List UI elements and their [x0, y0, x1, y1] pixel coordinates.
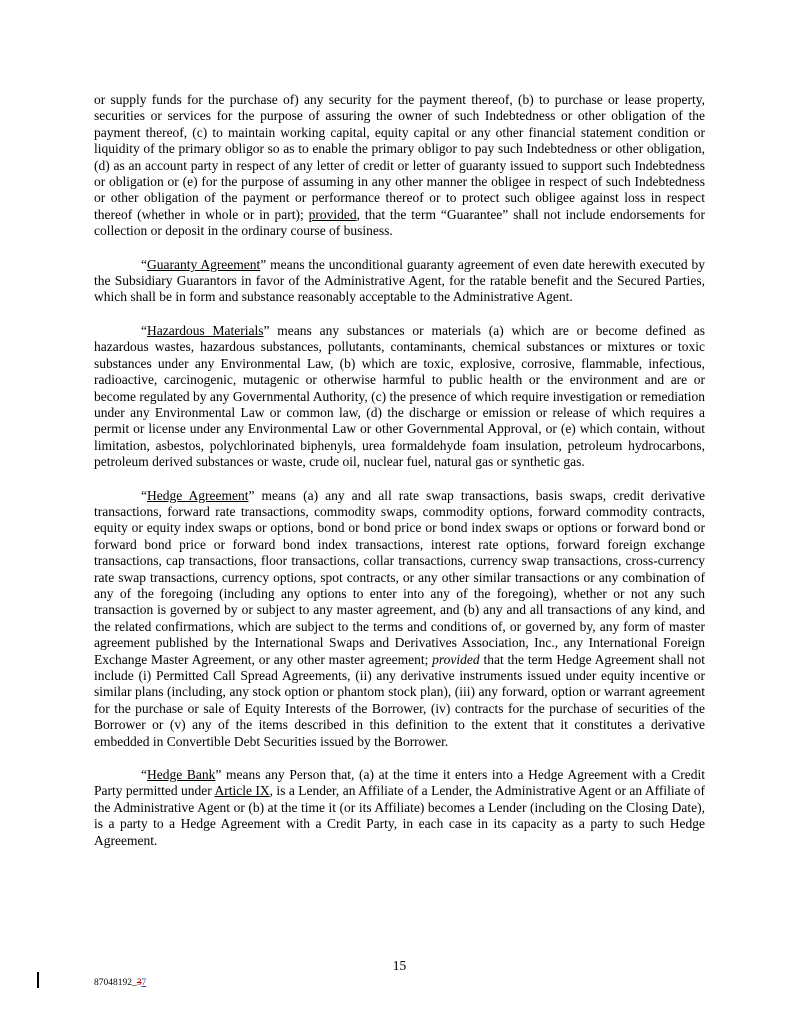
definition-text: ” means (a) any and all rate swap transactions, basis swaps, credit derivative transactions, forward rate transactions, commodity swaps, commodity options, forward commodity contracts, equity or equity index swaps or options, bond or bond price or bond index swaps or options or forward bond or forward bond price or forward bond index transactions, interest rate options, forward foreign exchange transactions, cap transactions, floor transactions, collar transactions, currency swap transactions, cross-currency rate swap transactions, currency options, spot contracts, or any other similar transactions or any combination of any of the foregoing (including any options to enter into any of the foregoing), whether or not any such transaction is governed by or subject to any master agreement, and (b) any and all transactions of any kind, and the related confirmations, which are subject to the terms and conditions of, or governed by, any form of master agreement published by the International Swaps and Derivatives Association, Inc., any International Foreign Exchange Master Agreement, or any other master agreement; [94, 487, 705, 667]
definition-text: ” means the unconditional guaranty agreement of even date herewith executed by the Subsidiary Guarantors in favor of the Administrative Agent, for the ratable benefit and the Secured Parties, which shall be in form and substance reasonably acceptable to the Administrative Agent. [94, 256, 705, 305]
defined-term: Hazardous Materials [147, 322, 264, 338]
defined-term: Guaranty Agreement [147, 256, 261, 272]
definition-text: ” means any Person that, (a) at the time it enters into a Hedge Agreement with a Credit Party permitted under [94, 767, 705, 799]
definition-text: that the term Hedge Agreement shall not include (i) Permitted Call Spread Agreements, (ii) any derivative instruments issued under equity incentive or similar plans (including, any stock option or phantom stock plan), (iii) any forward, option or warrant agreement for the purchase or sale of Equity Interests of the Borrower, (iv) contracts for the purchase of securities of the Borrower or (v) any of the items described in this definition to the extent that it constitutes a derivative embedded in Convertible Debt Securities issued by the Borrower. [94, 651, 705, 749]
inserted-version: 7 [141, 978, 147, 988]
definition-text: , is a Lender, an Affiliate of a Lender, the Administrative Agent or an Affiliate of the Administrative Agent or (b) at the time it (or its Affiliate) becomes a Lender (including on the Closing Date), is a party to a Hedge Agreement with a Credit Party, in each case in its capacity as a party to such Hedge Agreement. [94, 783, 705, 848]
open-quote: “ [141, 767, 147, 783]
paragraph-guarantee-continued [94, 92, 705, 240]
article-reference: Article IX [214, 783, 270, 799]
document-id-text: 87048192_ [94, 978, 137, 988]
open-quote: “ [141, 256, 147, 272]
deleted-version: 3 [136, 978, 142, 988]
definition-text: ” means any substances or materials (a) which are or become defined as hazardous wastes, hazardous substances, pollutants, contaminants, chemical substances or mixtures or toxic substances under any Environmental Law, (b) which are toxic, explosive, corrosive, flammable, infectious, radioactive, carcinogenic, mutagenic or otherwise harmful to public health or the environment and are or become regulated by any Governmental Authority, (c) the presence of which require investigation or remediation under any Environmental Law or common law, (d) the discharge or emission or release of which requires a permit or license under any Environmental Law or other Governmental Approval, or (e) which contain, without limitation, asbestos, polychlorinated biphenyls, urea formaldehyde foam insulation, petroleum hydrocarbons, petroleum derived substances or waste, crude oil, nuclear fuel, natural gas or synthetic gas. [94, 322, 705, 470]
paragraph-text: , that the term “Guarantee” shall not include endorsements for collection or deposit in the ordinary course of business. [94, 206, 705, 239]
defined-term: Hedge Agreement [147, 487, 249, 503]
page-number: 15 [392, 958, 407, 973]
provided-term: provided [432, 651, 480, 667]
defined-term: Hedge Bank [147, 767, 216, 783]
document-body [94, 92, 705, 866]
provided-term: provided [308, 206, 357, 222]
open-quote: “ [141, 322, 147, 338]
definition-hedge-agreement [94, 488, 705, 751]
document-id [94, 978, 146, 988]
change-bar [37, 972, 39, 988]
definition-guaranty-agreement [94, 257, 705, 306]
paragraph-text: or supply funds for the purchase of) any security for the payment thereof, (b) to purchase or lease property, securities or services for the purpose of assuring the owner of such Indebtedness or other obligation of the payment thereof, (c) to maintain working capital, equity capital or any other financial statement condition or liquidity of the primary obligor so as to enable the primary obligor to pay such Indebtedness or other obligation, (d) as an account party in respect of any letter of credit or letter of guaranty issued to support such Indebtedness or obligation or (e) for the purpose of assuming in any other manner the obligee in respect of such Indebtedness or other obligation of the payment or performance thereof or to protect such obligee against loss in respect thereof (whether in whole or in part); [94, 92, 705, 222]
definition-hedge-bank [94, 767, 705, 849]
definition-hazardous-materials [94, 323, 705, 471]
open-quote: “ [141, 487, 147, 503]
